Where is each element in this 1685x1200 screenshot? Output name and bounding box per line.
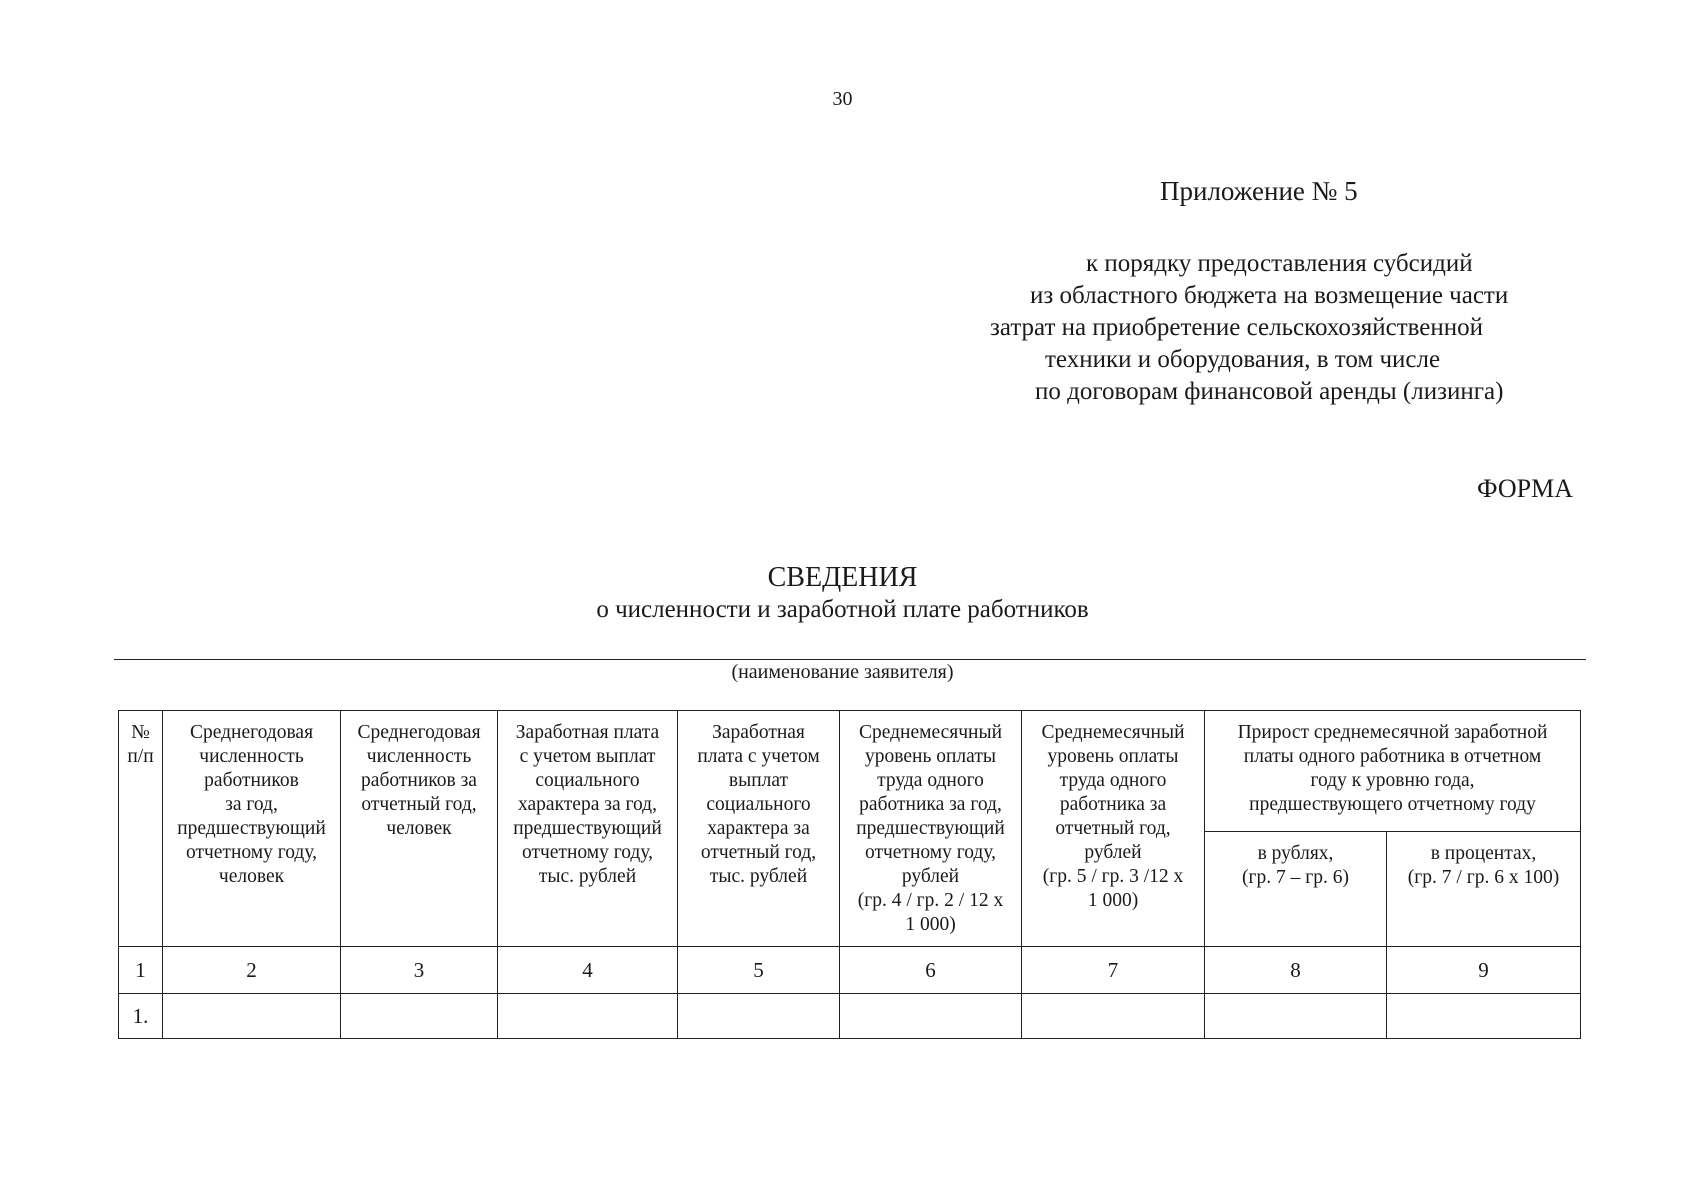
column-number: 4 bbox=[498, 947, 678, 994]
column-number: 9 bbox=[1387, 947, 1581, 994]
column-header: Заработная плата с учетом выплат социального характера за год, предшествующий отчетному году, тыс. рублей bbox=[498, 711, 678, 947]
document-subtitle: о численности и заработной плате работников bbox=[596, 596, 1089, 623]
table-row bbox=[119, 994, 1581, 1039]
table-header-row bbox=[119, 711, 1581, 832]
column-number: 2 bbox=[163, 947, 341, 994]
column-number: 7 bbox=[1022, 947, 1205, 994]
column-number: 3 bbox=[341, 947, 498, 994]
applicant-name-line[interactable] bbox=[114, 659, 1586, 660]
column-numbers-row bbox=[119, 947, 1581, 994]
column-header: Среднемесячный уровень оплаты труда одного работника за год, предшествующий отчетному году, рублей (гр. 4 / гр. 2 / 12 х 1 000) bbox=[840, 711, 1022, 947]
column-number: 1 bbox=[119, 947, 163, 994]
table-cell[interactable] bbox=[678, 994, 840, 1039]
table-cell[interactable] bbox=[1387, 994, 1581, 1039]
column-header: Среднемесячный уровень оплаты труда одного работника за отчетный год, рублей (гр. 5 / гр. 3 /12 х 1 000) bbox=[1022, 711, 1205, 947]
page-number: 30 bbox=[832, 88, 853, 110]
column-header: Среднегодовая численность работников за год, предшествующий отчетному году, человек bbox=[163, 711, 341, 947]
appendix-line: по договорам финансовой аренды (лизинга) bbox=[1035, 378, 1504, 405]
column-header: Среднегодовая численность работников за отчетный год, человек bbox=[341, 711, 498, 947]
group-header: Прирост среднемесячной заработной платы одного работника в отчетном году к уровню года, предшествующего отчетному году bbox=[1205, 711, 1581, 832]
sub-header: в рублях, (гр. 7 – гр. 6) bbox=[1205, 832, 1387, 947]
column-header: № п/п bbox=[119, 711, 163, 947]
table-cell[interactable] bbox=[163, 994, 341, 1039]
appendix-line: техники и оборудования, в том числе bbox=[1045, 346, 1441, 373]
appendix-title: Приложение № 5 bbox=[1160, 176, 1358, 206]
table-cell[interactable] bbox=[498, 994, 678, 1039]
sub-header: в процентах, (гр. 7 / гр. 6 х 100) bbox=[1387, 832, 1581, 947]
column-number: 8 bbox=[1205, 947, 1387, 994]
employee-info-table bbox=[118, 710, 1581, 1039]
appendix-line: к порядку предоставления субсидий bbox=[1086, 250, 1473, 277]
appendix-line: затрат на приобретение сельскохозяйственной bbox=[990, 314, 1484, 341]
appendix-description bbox=[990, 248, 1570, 408]
table-cell[interactable] bbox=[1205, 994, 1387, 1039]
form-label: ФОРМА bbox=[1477, 474, 1573, 503]
table-cell[interactable] bbox=[341, 994, 498, 1039]
table-cell[interactable] bbox=[840, 994, 1022, 1039]
row-number-cell: 1. bbox=[119, 994, 163, 1039]
column-number: 5 bbox=[678, 947, 840, 994]
appendix-line: из областного бюджета на возмещение части bbox=[1030, 282, 1509, 309]
applicant-caption: (наименование заявителя) bbox=[731, 661, 954, 683]
table-cell[interactable] bbox=[1022, 994, 1205, 1039]
document-title: СВЕДЕНИЯ bbox=[767, 562, 918, 593]
column-number: 6 bbox=[840, 947, 1022, 994]
column-header: Заработная плата с учетом выплат социального характера за отчетный год, тыс. рублей bbox=[678, 711, 840, 947]
